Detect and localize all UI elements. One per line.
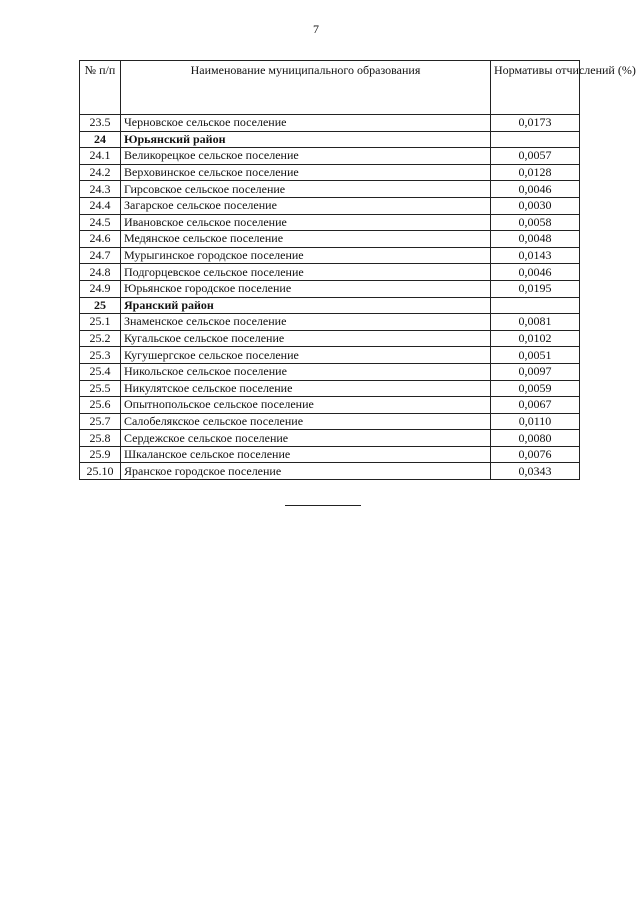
row-norm: 0,0102 xyxy=(491,330,580,347)
row-num: 25.4 xyxy=(80,363,121,380)
row-num: 24.7 xyxy=(80,247,121,264)
row-num: 24.4 xyxy=(80,197,121,214)
row-name: Яранский район xyxy=(121,297,491,314)
table-row xyxy=(80,380,580,397)
row-norm: 0,0081 xyxy=(491,314,580,331)
table-body xyxy=(80,115,580,480)
table-row xyxy=(80,247,580,264)
row-name: Салобелякское сельское поселение xyxy=(121,413,491,430)
district-row xyxy=(80,131,580,148)
row-norm: 0,0067 xyxy=(491,397,580,414)
table-row xyxy=(80,280,580,297)
row-name: Черновское сельское поселение xyxy=(121,115,491,132)
table-row xyxy=(80,314,580,331)
row-num: 25.3 xyxy=(80,347,121,364)
row-name: Мурыгинское городское поселение xyxy=(121,247,491,264)
row-norm: 0,0051 xyxy=(491,347,580,364)
row-norm: 0,0343 xyxy=(491,463,580,480)
row-norm xyxy=(491,131,580,148)
header-name: Наименование муниципального образования xyxy=(121,61,491,115)
table-row xyxy=(80,463,580,480)
row-name: Шкаланское сельское поселение xyxy=(121,446,491,463)
row-norm: 0,0143 xyxy=(491,247,580,264)
row-norm: 0,0058 xyxy=(491,214,580,231)
row-norm: 0,0076 xyxy=(491,446,580,463)
row-num: 25.2 xyxy=(80,330,121,347)
table-row xyxy=(80,446,580,463)
row-num: 25 xyxy=(80,297,121,314)
row-norm xyxy=(491,297,580,314)
row-name: Сердежское сельское поселение xyxy=(121,430,491,447)
row-norm: 0,0173 xyxy=(491,115,580,132)
table-row xyxy=(80,397,580,414)
table-row xyxy=(80,164,580,181)
row-num: 25.7 xyxy=(80,413,121,430)
row-num: 24 xyxy=(80,131,121,148)
table-row xyxy=(80,430,580,447)
row-name: Опытнопольское сельское поселение xyxy=(121,397,491,414)
row-name: Юрьянское городское поселение xyxy=(121,280,491,297)
table-row xyxy=(80,148,580,165)
table-row xyxy=(80,413,580,430)
row-num: 24.3 xyxy=(80,181,121,198)
table-row xyxy=(80,264,580,281)
row-num: 24.5 xyxy=(80,214,121,231)
row-name: Загарское сельское поселение xyxy=(121,197,491,214)
row-name: Кугальское сельское поселение xyxy=(121,330,491,347)
row-name: Знаменское сельское поселение xyxy=(121,314,491,331)
row-norm: 0,0046 xyxy=(491,181,580,198)
row-name: Никулятское сельское поселение xyxy=(121,380,491,397)
row-num: 25.9 xyxy=(80,446,121,463)
row-name: Медянское сельское поселение xyxy=(121,231,491,248)
row-num: 23.5 xyxy=(80,115,121,132)
row-norm: 0,0046 xyxy=(491,264,580,281)
row-num: 25.8 xyxy=(80,430,121,447)
row-num: 25.6 xyxy=(80,397,121,414)
row-num: 24.9 xyxy=(80,280,121,297)
header-norm: Нормативы отчислений (%) xyxy=(491,61,580,115)
row-num: 25.10 xyxy=(80,463,121,480)
row-name: Юрьянский район xyxy=(121,131,491,148)
row-norm: 0,0097 xyxy=(491,363,580,380)
table-row xyxy=(80,330,580,347)
row-name: Никольское сельское поселение xyxy=(121,363,491,380)
row-norm: 0,0080 xyxy=(491,430,580,447)
row-num: 24.8 xyxy=(80,264,121,281)
table-row xyxy=(80,197,580,214)
page-number: 7 xyxy=(313,22,319,36)
row-name: Подгорцевское сельское поселение xyxy=(121,264,491,281)
row-name: Великорецкое сельское поселение xyxy=(121,148,491,165)
table-row xyxy=(80,347,580,364)
row-norm: 0,0059 xyxy=(491,380,580,397)
closing-line xyxy=(285,505,361,506)
row-name: Гирсовское сельское поселение xyxy=(121,181,491,198)
row-norm: 0,0195 xyxy=(491,280,580,297)
table-header-row xyxy=(80,61,580,115)
row-norm: 0,0048 xyxy=(491,231,580,248)
row-norm: 0,0128 xyxy=(491,164,580,181)
row-norm: 0,0110 xyxy=(491,413,580,430)
table-row xyxy=(80,181,580,198)
table-row xyxy=(80,231,580,248)
row-norm: 0,0057 xyxy=(491,148,580,165)
district-row xyxy=(80,297,580,314)
table-row xyxy=(80,115,580,132)
table-row xyxy=(80,363,580,380)
row-name: Ивановское сельское поселение xyxy=(121,214,491,231)
row-name: Верховинское сельское поселение xyxy=(121,164,491,181)
row-name: Кугушергское сельское поселение xyxy=(121,347,491,364)
row-num: 24.2 xyxy=(80,164,121,181)
row-name: Яранское городское поселение xyxy=(121,463,491,480)
row-num: 25.1 xyxy=(80,314,121,331)
header-num: № п/п xyxy=(80,61,121,115)
row-norm: 0,0030 xyxy=(491,197,580,214)
row-num: 24.1 xyxy=(80,148,121,165)
table-row xyxy=(80,214,580,231)
row-num: 25.5 xyxy=(80,380,121,397)
row-num: 24.6 xyxy=(80,231,121,248)
norms-table xyxy=(79,60,636,480)
